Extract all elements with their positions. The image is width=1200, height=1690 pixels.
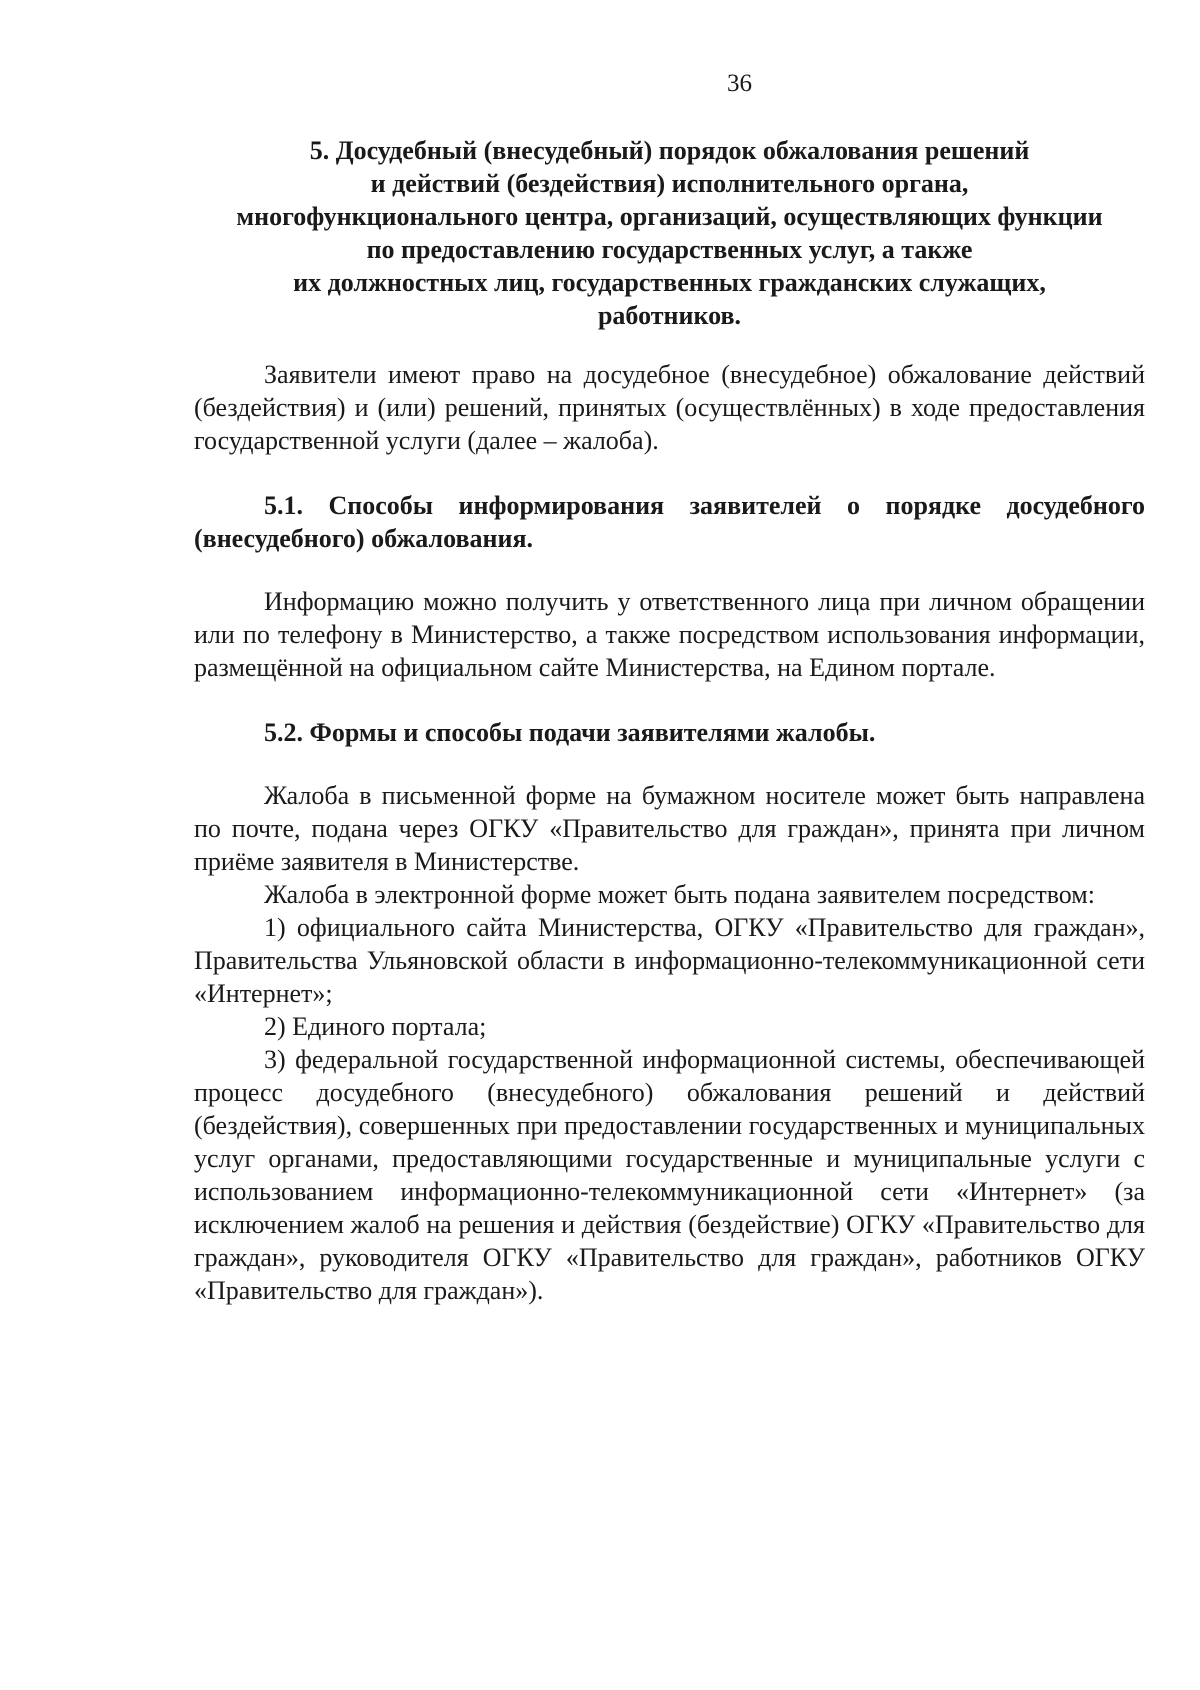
title-line: многофункционального центра, организаций, осуществляющих функции bbox=[236, 202, 1103, 231]
title-line: работников. bbox=[597, 301, 742, 330]
title-line: по предоставлению государственных услуг, а также bbox=[366, 235, 973, 264]
title-line: 5. Досудебный (внесудебный) порядок обжалования решений bbox=[309, 136, 1030, 165]
section-5-2-paragraph: Жалоба в электронной форме может быть подана заявителем посредством: bbox=[264, 880, 1095, 909]
section-5-2-heading: 5.2. Формы и способы подачи заявителями жалобы. bbox=[264, 718, 876, 747]
list-item: 1) официального сайта Министерства, ОГКУ «Правительство для граждан», Правительства Ульяновской области в информационно-телекоммуникационной сети «Интернет»; bbox=[194, 913, 1145, 1008]
intro-paragraph: Заявители имеют право на досудебное (внесудебное) обжалование действий (бездействия) и (или) решений, принятых (осуществлённых) в ходе предоставления государственной услуги (далее – жалоба). bbox=[194, 360, 1145, 455]
section-5-1-heading: 5.1. Способы информирования заявителей о порядке досудебного (внесудебного) обжалования. bbox=[194, 491, 1145, 553]
list-item: 2) Единого портала; bbox=[264, 1012, 487, 1041]
section-5-2-paragraph: Жалоба в письменной форме на бумажном носителе может быть направлена по почте, подана через ОГКУ «Правительство для граждан», принята при личном приёме заявителя в Министерстве. bbox=[194, 781, 1145, 876]
title-line: их должностных лиц, государственных гражданских служащих, bbox=[293, 268, 1046, 297]
document-page bbox=[194, 70, 1145, 1307]
section-5-title bbox=[194, 134, 1145, 332]
title-line: и действий (бездействия) исполнительного органа, bbox=[370, 169, 969, 198]
list-item: 3) федеральной государственной информационной системы, обеспечивающей процесс досудебного (внесудебного) обжалования решений и действий (бездействия), совершенных при предоставлении государственных и муниципальных услуг органами, предоставляющими государственные и муниципальные услуги с использованием информационно-телекоммуникационной сети «Интернет» (за исключением жалоб на решения и действия (бездействие) ОГКУ «Правительство для граждан», руководителя ОГКУ «Правительство для граждан», работников ОГКУ «Правительство для граждан»). bbox=[194, 1045, 1145, 1305]
section-5-1-paragraph: Информацию можно получить у ответственного лица при личном обращении или по телефону в Министерство, а также посредством использования информации, размещённой на официальном сайте Министерства, на Едином портале. bbox=[194, 587, 1145, 682]
page-number: 36 bbox=[727, 70, 752, 97]
